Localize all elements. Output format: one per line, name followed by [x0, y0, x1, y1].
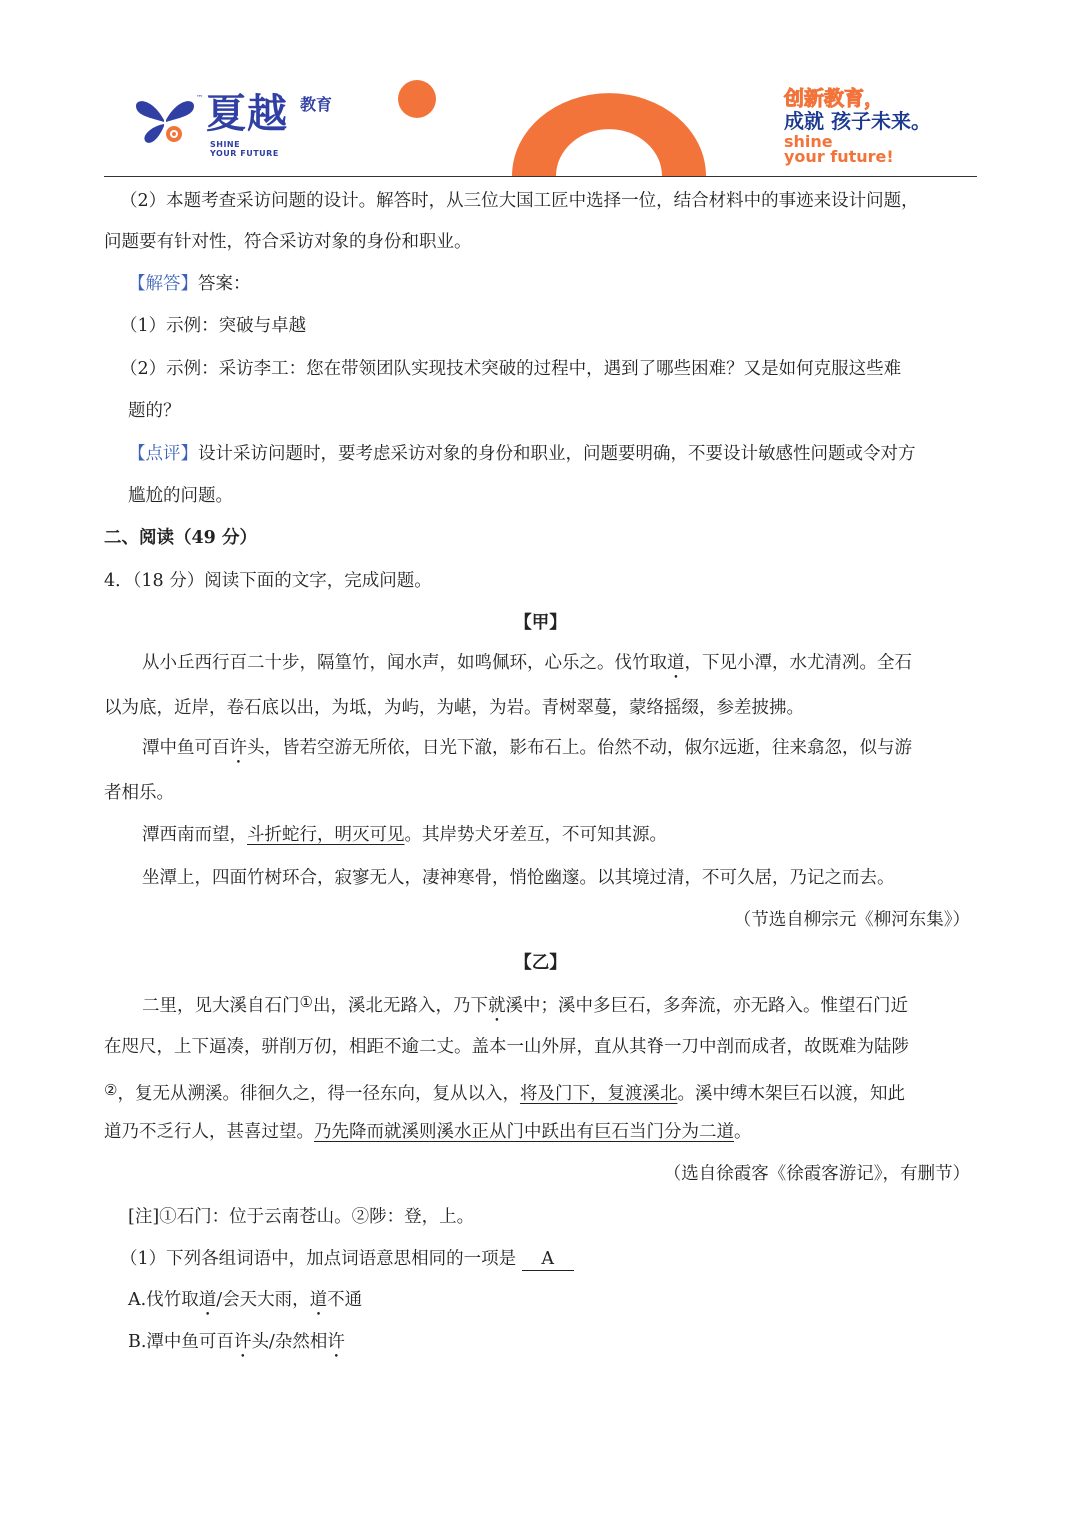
answer-heading — [128, 269, 251, 299]
jia-source: （节选自柳宗元《柳河东集》） — [733, 910, 970, 930]
jia-p4: 坐潭上，四面竹树环合，寂寥无人，凄神寒骨，悄怆幽邃。以其境过清，不可久居，乃记之而去。 — [142, 868, 895, 888]
comment-line1 — [128, 439, 916, 469]
option-a-text-a: A.伐竹取 — [128, 1290, 199, 1310]
option-b-text-a: B.潭中鱼可百 — [128, 1332, 234, 1352]
butterfly-logo-icon — [134, 96, 196, 146]
comment-text-1: 设计采访问题时，要考虑采访对象的身份和职业，问题要明确，不要设计敏感性问题或令对方 — [198, 444, 916, 464]
jia-p1-dotted-word: 道 — [667, 653, 685, 673]
logo-chinese-name: 夏越 — [206, 91, 288, 137]
sub-question-1 — [120, 1244, 574, 1274]
question-4-stem: 4．（18 分）阅读下面的文字，完成问题。 — [104, 571, 432, 591]
yi-line1-dotted-word: 就 — [487, 996, 506, 1016]
trademark-mark: ™ — [196, 94, 203, 102]
yi-line1-text-a: 二里，见大溪自石门 — [142, 996, 300, 1016]
sub-question-1-answer: A — [522, 1248, 574, 1271]
slogan-line2: 成就 孩子未来。 — [784, 109, 931, 133]
option-a-dotted-2: 道 — [309, 1290, 328, 1310]
brand-logo — [134, 91, 354, 164]
slogan-line3: shine — [784, 132, 833, 151]
sub-question-1-stem: （1）下列各组词语中，加点词语意思相同的一项是 — [120, 1249, 517, 1269]
answer-1: （1）示例：突破与卓越 — [120, 316, 307, 336]
yi-line3-text-b: 。溪中缚木架巨石以渡，知此 — [677, 1084, 905, 1104]
comment-tag: 【点评】 — [128, 444, 198, 464]
option-b — [128, 1327, 345, 1362]
footnote-marker-1: ① — [299, 993, 313, 1011]
jia-p2-line1 — [142, 733, 912, 768]
jia-p1-text-b: ，下见小潭，水尤清冽。全石 — [684, 653, 912, 673]
yi-line4-text-b: 。 — [734, 1122, 752, 1142]
page-header — [0, 0, 1080, 180]
passage-yi-title: 【乙】 — [514, 953, 567, 973]
option-a-text-b: /会天大雨， — [216, 1290, 310, 1310]
answer-2-line2: 题的？ — [128, 401, 181, 421]
option-a — [128, 1285, 362, 1320]
yi-line1-text-b: 出，溪北无路入，乃下 — [312, 996, 488, 1016]
header-divider — [104, 176, 977, 177]
yi-line3-underlined: 将及门下，复渡溪北 — [519, 1084, 678, 1104]
answer-label: 答案： — [198, 274, 251, 294]
logo-en-line1: SHINE — [210, 140, 241, 149]
yi-line1-text-c: 溪中；溪中多巨石，多奔流，亦无路入。惟望石门近 — [505, 996, 908, 1016]
analysis-p2-line2: 问题要有针对性，符合采访对象的身份和职业。 — [104, 232, 472, 252]
jia-p1-line1 — [142, 648, 912, 683]
option-b-dotted-2: 许 — [327, 1332, 345, 1352]
slogan-line4: your future! — [784, 147, 894, 166]
yi-line2: 在咫尺，上下逼凑，骈削万仞，相距不逾二丈。盖本一山外屏，直从其脊一刀中剖而成者，故既难为陆陟 — [104, 1037, 909, 1057]
answer-tag: 【解答】 — [128, 274, 198, 294]
yi-source: （选自徐霞客《徐霞客游记》，有删节） — [663, 1164, 970, 1184]
section-2-title: 二、阅读（49 分） — [104, 528, 257, 548]
option-b-dotted-1: 许 — [233, 1332, 252, 1352]
yi-line4-underlined: 乃先降而就溪则溪水正从门中跃出有巨石当门分为二道 — [314, 1122, 734, 1142]
analysis-p2-line1: （2）本题考查采访问题的设计。解答时，从三位大国工匠中选择一位，结合材料中的事迹来设计问题， — [120, 191, 919, 211]
option-a-text-c: 不通 — [327, 1290, 363, 1310]
slogan-line1: 创新教育， — [784, 86, 884, 110]
passage-jia-title: 【甲】 — [514, 613, 567, 633]
jia-p3 — [142, 820, 667, 850]
yi-line1 — [142, 987, 908, 1026]
jia-p2-text-a: 潭中鱼可百 — [142, 738, 230, 758]
yi-line3 — [104, 1075, 905, 1109]
logo-edu-label: 教育 — [300, 95, 333, 114]
yi-line3-text-a: ，复无从溯溪。徘徊久之，得一径东向，复从以入， — [117, 1084, 520, 1104]
header-slogan — [784, 86, 984, 165]
jia-p1-text-a: 从小丘西行百二十步，隔篁竹，闻水声，如鸣佩环，心乐之。伐竹取 — [142, 653, 667, 673]
option-b-text-b: 头/杂然相 — [251, 1332, 328, 1352]
comment-line2: 尴尬的问题。 — [128, 486, 233, 506]
logo-en-line2: YOUR FUTURE — [210, 149, 279, 158]
jia-p3-text-b: 。其岸势犬牙差互，不可知其源。 — [404, 825, 667, 845]
footnotes: [注]①石门：位于云南苍山。②陟：登，上。 — [128, 1207, 475, 1227]
jia-p2-dotted-word: 许 — [229, 738, 247, 758]
jia-p3-underlined: 斗折蛇行，明灭可见 — [247, 825, 405, 845]
jia-p2-line2: 者相乐。 — [104, 783, 174, 803]
yi-line4 — [104, 1117, 752, 1147]
option-a-dotted-1: 道 — [198, 1290, 217, 1310]
jia-p2-text-b: 头，皆若空游无所依，日光下澈，影布石上。佁然不动，俶尔远逝，往来翕忽，似与游 — [247, 738, 912, 758]
jia-p3-text-a: 潭西南而望， — [142, 825, 247, 845]
logo-english-tagline — [210, 140, 310, 158]
footnote-marker-2: ② — [104, 1081, 118, 1099]
orange-arc-decoration-icon — [390, 80, 720, 178]
yi-line4-text-a: 道乃不乏行人，甚喜过望。 — [104, 1122, 314, 1142]
jia-p1-line2: 以为底，近岸，卷石底以出，为坻，为屿，为嵁，为岩。青树翠蔓，蒙络摇缀，参差披拂。 — [104, 698, 804, 718]
answer-2-line1: （2）示例：采访李工：您在带领团队实现技术突破的过程中，遇到了哪些困难？又是如何克服这些难 — [120, 359, 902, 379]
